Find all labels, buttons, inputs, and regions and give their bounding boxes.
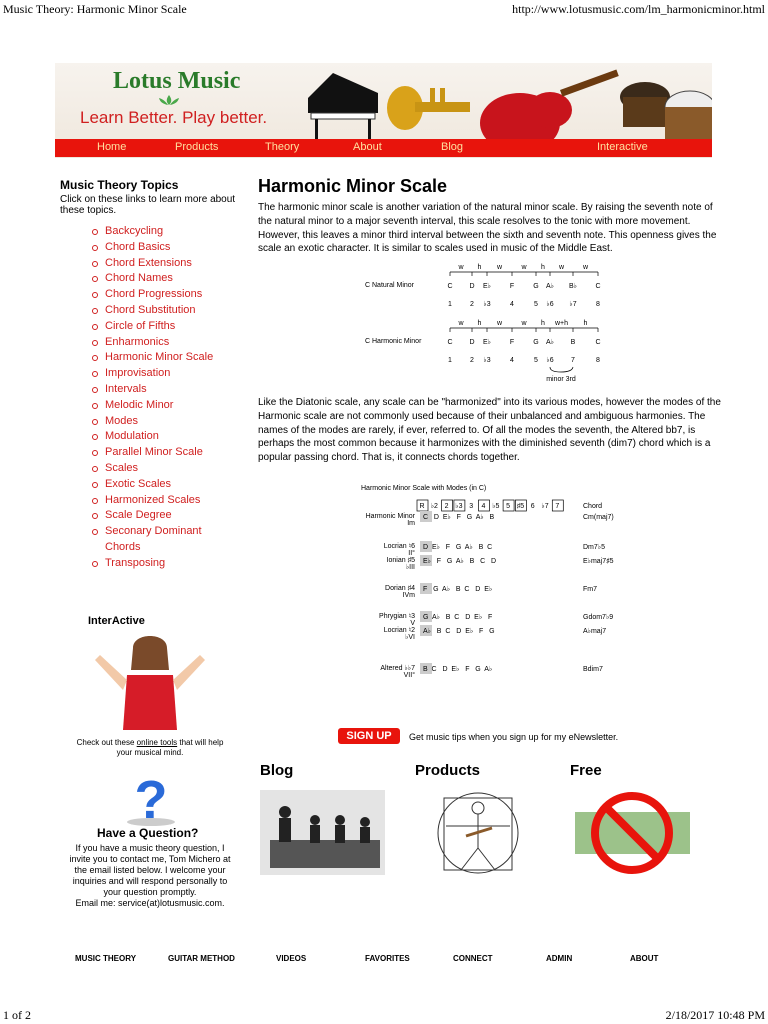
online-tools-note: Check out these online tools that will help your musical mind. [76,738,224,757]
site-logo[interactable]: Lotus Music [113,68,241,94]
degree-header: 4 [481,503,486,510]
modes-paragraph: Like the Diatonic scale, any scale can be "harmonized" into its various modes, however the modes of the Harmonic scale are not commonly used because of their unbalanced and ambiguous harmonies. The names of the modes are rarely, if ever, referred to. Of all the modes the seventh, the Altered bb7, is perhaps the most common because it harmonizes with the diminished seventh (dim7) chord which is a popular passing chord. That is, it connects chords together. [258,397,721,464]
topic-link[interactable]: Transposing [90,556,240,572]
note-label: D [469,339,475,346]
step-label: w [496,264,503,271]
nav-products[interactable]: Products [175,141,219,153]
topic-link[interactable]: Exotic Scales [90,477,240,493]
nav-theory[interactable]: Theory [265,141,300,153]
topic-link[interactable]: Harmonized Scales [90,493,240,509]
degree-label: 1 [448,301,452,308]
degree-header: ♭2 [430,503,438,510]
mode-roman: VII° [403,672,415,679]
question-mark-icon [123,772,178,827]
question-title: Have a Question? [97,826,199,840]
degree-label: 5 [534,357,538,364]
topic-link[interactable]: Scale Degree [90,508,240,524]
mode-notes: F G A♭ B C D E♭ [423,586,493,593]
degree-header: 2 [444,503,449,510]
mode-chord: Gdom7♭9 [583,614,614,621]
mode-roman: ♭III [405,564,415,571]
step-label: h [477,320,482,327]
step-label: w [521,320,527,327]
print-datetime: 2/18/2017 10:48 PM [665,1008,765,1022]
note-label: F [509,283,515,290]
degree-label: 2 [470,301,474,308]
degree-label: ♭3 [483,357,491,364]
degree-label: 2 [470,357,474,364]
step-label: w [458,320,464,327]
topic-list [90,224,240,572]
mode-notes: B C D E♭ F G A♭ [423,666,493,673]
degree-label: ♭7 [569,301,577,308]
vitruvian-guitar-image[interactable] [436,788,521,878]
intro-paragraph: The harmonic minor scale is another variation of the natural minor scale. By raising the seventh note of the natural minor to a major seventh interval, this scale resolves to the tonic with more movement. However, this leaves a minor third interval between the sixth and seventh note. This openness gives the scale an exotic character. It is similar to scales used in music of the Middle East. [258,202,717,255]
mode-roman: II° [408,550,415,557]
mode-name: Phrygian ♮3 [379,613,415,620]
topic-link[interactable]: Chord Basics [90,240,240,256]
mode-roman: V [410,620,415,627]
online-tools-link[interactable]: online tools [136,738,178,747]
mode-roman: IVm [402,592,415,599]
degree-label: 7 [571,357,575,364]
mode-notes: A♭ B C D E♭ F G [423,628,495,635]
sidebar-intro: Click on these links to learn more about these topics. [60,194,236,216]
topic-link[interactable]: Chord Names [90,271,240,287]
degree-label: 4 [510,301,514,308]
note-label: B [570,339,576,346]
step-label: w [496,320,503,327]
topic-link[interactable]: Intervals [90,382,240,398]
trumpet-icon [385,78,475,138]
note-label: B♭ [569,283,577,290]
degree-header: 3 [469,503,474,510]
topic-link[interactable]: Chord Progressions [90,287,240,303]
page-title: Harmonic Minor Scale [258,176,448,196]
site-tagline: Learn Better. Play better. [80,108,268,127]
degree-label: 4 [510,357,514,364]
note-label: C [447,339,453,346]
mode-name: Harmonic Minor [365,513,415,520]
footer-connect[interactable]: CONNECT [453,954,493,963]
mode-notes: C D E♭ F G A♭ B [423,514,495,521]
step-label: h [583,320,588,327]
note-label: C [447,283,453,290]
scale-comparison-content [365,264,601,383]
degree-header: ♯5 [516,503,525,510]
mode-chord: E♭maj7♯5 [583,558,614,565]
modes-table-diagram [360,478,625,688]
step-label: w [558,264,565,271]
scale-row-label: C Harmonic Minor [365,338,422,345]
mode-name: Dorian ♯4 [385,585,415,592]
blog-photo[interactable] [260,790,385,875]
topic-link[interactable]: Modulation [90,429,240,445]
note-label: A♭ [546,339,554,346]
nav-about[interactable]: About [353,141,382,153]
interactive-label: InterActive [88,615,145,627]
modes-table-content [361,485,614,679]
modes-table-title: Harmonic Minor Scale with Modes (in C) [361,485,487,492]
topic-link[interactable]: Chord Extensions [90,256,240,272]
topic-link[interactable]: Improvisation [90,366,240,382]
footer-favorites[interactable]: FAVORITES [365,954,410,963]
contact-email: Email me: service(at)lotusmusic.com. [75,898,225,908]
mode-roman: Im [407,520,415,527]
mode-notes: E♭ F G A♭ B C D [423,558,497,565]
degree-label: ♭6 [546,357,554,364]
blog-heading[interactable]: Blog [260,762,294,779]
mode-chord: Cm(maj7) [583,514,614,521]
mode-name: Locrian ♮2 [383,627,415,634]
footer-admin[interactable]: ADMIN [546,954,573,963]
note-label: G [533,339,539,346]
mode-name: Locrian ♮6 [383,543,415,550]
topic-link[interactable]: Backcycling [90,224,240,240]
footer-music-theory[interactable]: MUSIC THEORY [75,954,137,963]
note-label: G [533,283,539,290]
minor-third-brace [550,367,573,372]
step-label: w [458,264,464,271]
mode-chord: Dm7♭5 [583,544,605,551]
topic-link[interactable]: Enharmonics [90,335,240,351]
scale-comparison-diagram [360,260,620,385]
mode-notes: G A♭ B C D E♭ F [423,614,493,621]
mode-roman: ♭VI [405,634,415,641]
scale-row-label: C Natural Minor [365,282,415,289]
svg-text:?: ? [134,772,168,827]
degree-label: ♭3 [483,301,491,308]
question-text: If you have a music theory question, I invite you to contact me, Tom Michero at the email listed below. I welcome your inquiries and will respond personally to your question promptly. Email me: service(at)lotusmusic.com. [69,843,231,908]
note-label: E♭ [483,339,491,346]
topic-link[interactable]: Melodic Minor [90,398,240,414]
print-page-title: Music Theory: Harmonic Minor Scale [3,2,187,16]
signup-text: Get music tips when you sign up for my eNewsletter. [409,732,619,742]
degree-header: ♭5 [492,503,500,510]
excited-woman-image[interactable] [95,630,205,730]
note-label: C [595,283,601,290]
topic-link[interactable]: Circle of Fifths [90,319,240,335]
products-heading[interactable]: Products [415,762,481,779]
degree-header: 5 [506,503,511,510]
degree-header: ♭3 [455,503,463,510]
minor-third-label: minor 3rd [546,376,576,383]
mode-name: Ionian ♯5 [386,557,415,564]
footer-videos[interactable]: VIDEOS [276,954,307,963]
mode-notes: D E♭ F G A♭ B C [423,544,493,551]
step-label: w+h [554,320,569,327]
print-page-url: http://www.lotusmusic.com/lm_harmonicminor.html [512,2,765,16]
print-page-number: 1 of 2 [3,1008,31,1022]
piano-icon [303,68,383,143]
sidebar-title: Music Theory Topics [60,178,179,192]
footer-about[interactable]: ABOUT [630,954,659,963]
note-label: F [509,339,515,346]
topic-link[interactable]: Modes [90,414,240,430]
nav-blog[interactable]: Blog [441,141,464,153]
step-label: h [477,264,482,271]
main-nav [55,139,712,157]
mode-name: Altered ♭♭7 [380,665,415,672]
note-label: A♭ [546,283,554,290]
step-label: h [541,320,545,327]
signup-button[interactable]: SIGN UP [338,728,400,744]
degree-header: 6 [530,503,535,510]
mode-chord: Fm7 [583,586,597,593]
degree-header: 7 [555,503,560,510]
degree-label: ♭6 [546,301,554,308]
degree-label: 5 [534,301,538,308]
degree-label: 1 [448,357,452,364]
topic-link[interactable]: Harmonic Minor Scale [90,350,240,366]
free-heading[interactable]: Free [570,762,602,779]
degree-header: ♭7 [541,503,549,510]
step-label: w [521,264,527,271]
nav-interactive[interactable]: Interactive [597,141,648,153]
mode-chord: A♭maj7 [583,628,607,635]
note-label: C [595,339,601,346]
topic-link[interactable]: Scales [90,461,240,477]
step-label: w [582,264,589,271]
lotus-icon [155,95,183,105]
topic-link[interactable]: Chord Substitution [90,303,240,319]
footer-guitar-method[interactable]: GUITAR METHOD [168,954,235,963]
note-label: D [469,283,475,290]
degree-label: 8 [596,357,600,364]
topic-link[interactable]: Seconary Dominant Chords [90,524,240,556]
topic-link[interactable]: Parallel Minor Scale [90,445,240,461]
chord-header: Chord [583,503,603,510]
no-money-icon[interactable] [575,790,690,875]
step-label: h [541,264,545,271]
degree-header: R [419,503,425,510]
note-label: E♭ [483,283,491,290]
mode-chord: Bdim7 [583,666,603,673]
nav-home[interactable]: Home [97,141,127,153]
degree-label: 8 [596,301,600,308]
